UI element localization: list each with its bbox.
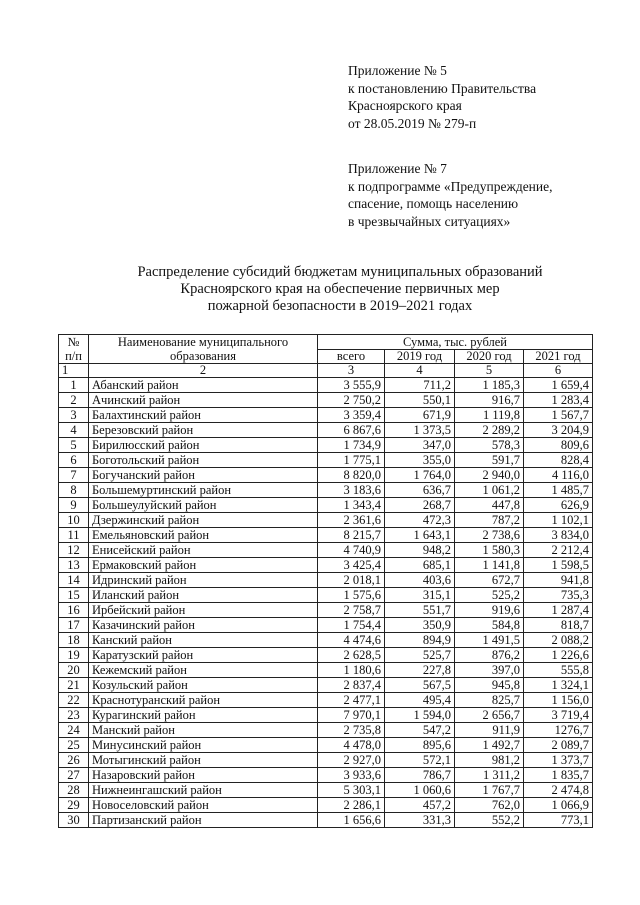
value-2020: 1 119,8 xyxy=(455,408,524,423)
header-2019: 2019 год xyxy=(385,350,455,364)
appendix-5-header xyxy=(348,62,536,132)
value-2021: 2 474,8 xyxy=(524,783,593,798)
title-line: пожарной безопасности в 2019–2021 годах xyxy=(207,298,473,314)
value-2021: 626,9 xyxy=(524,498,593,513)
row-number: 11 xyxy=(59,528,89,543)
table-row xyxy=(59,783,593,798)
table-row xyxy=(59,813,593,828)
total-value: 4 474,6 xyxy=(318,633,385,648)
value-2020: 2 940,0 xyxy=(455,468,524,483)
column-number-row xyxy=(59,364,593,378)
table-row xyxy=(59,423,593,438)
table-row xyxy=(59,483,593,498)
municipality-name: Кежемский район xyxy=(89,663,318,678)
header-name-line2: образования xyxy=(170,349,236,363)
table-body xyxy=(59,378,593,828)
value-2019: 636,7 xyxy=(385,483,455,498)
row-number: 3 xyxy=(59,408,89,423)
total-value: 3 359,4 xyxy=(318,408,385,423)
total-value: 2 927,0 xyxy=(318,753,385,768)
table-row xyxy=(59,633,593,648)
value-2021: 1 373,7 xyxy=(524,753,593,768)
appendix-5-line: к постановлению Правительства xyxy=(348,80,537,96)
value-2019: 457,2 xyxy=(385,798,455,813)
table-row xyxy=(59,498,593,513)
total-value: 1 656,6 xyxy=(318,813,385,828)
value-2020: 578,3 xyxy=(455,438,524,453)
value-2019: 347,0 xyxy=(385,438,455,453)
value-2021: 809,6 xyxy=(524,438,593,453)
value-2020: 1 491,5 xyxy=(455,633,524,648)
table-row xyxy=(59,678,593,693)
value-2021: 828,4 xyxy=(524,453,593,468)
row-number: 14 xyxy=(59,573,89,588)
table-row xyxy=(59,708,593,723)
value-2021: 1 835,7 xyxy=(524,768,593,783)
total-value: 1 734,9 xyxy=(318,438,385,453)
value-2021: 4 116,0 xyxy=(524,468,593,483)
value-2019: 355,0 xyxy=(385,453,455,468)
value-2019: 567,5 xyxy=(385,678,455,693)
table-row xyxy=(59,768,593,783)
total-value: 3 425,4 xyxy=(318,558,385,573)
appendix-7-line: Приложение № 7 xyxy=(348,161,447,176)
row-number: 7 xyxy=(59,468,89,483)
row-number: 20 xyxy=(59,663,89,678)
value-2020: 584,8 xyxy=(455,618,524,633)
value-2020: 2 656,7 xyxy=(455,708,524,723)
value-2020: 1 061,2 xyxy=(455,483,524,498)
appendix-5-line: от 28.05.2019 № 279-п xyxy=(348,115,477,131)
table-row xyxy=(59,528,593,543)
value-2019: 551,7 xyxy=(385,603,455,618)
title-line: Красноярского края на обеспечение первичных мер xyxy=(180,281,500,297)
row-number: 8 xyxy=(59,483,89,498)
total-value: 2 018,1 xyxy=(318,573,385,588)
municipality-name: Курагинский район xyxy=(89,708,318,723)
value-2020: 1 185,3 xyxy=(455,378,524,393)
municipality-name: Ирбейский район xyxy=(89,603,318,618)
header-name xyxy=(89,335,318,364)
municipality-name: Балахтинский район xyxy=(89,408,318,423)
row-number: 2 xyxy=(59,393,89,408)
row-number: 13 xyxy=(59,558,89,573)
row-number: 10 xyxy=(59,513,89,528)
row-number: 16 xyxy=(59,603,89,618)
municipality-name: Минусинский район xyxy=(89,738,318,753)
total-value: 1 754,4 xyxy=(318,618,385,633)
municipality-name: Иланский район xyxy=(89,588,318,603)
row-number: 5 xyxy=(59,438,89,453)
total-value: 2 758,7 xyxy=(318,603,385,618)
row-number: 21 xyxy=(59,678,89,693)
table-row xyxy=(59,558,593,573)
table-row xyxy=(59,798,593,813)
value-2020: 762,0 xyxy=(455,798,524,813)
value-2021: 3 719,4 xyxy=(524,708,593,723)
table-row xyxy=(59,438,593,453)
column-number: 2 xyxy=(89,364,318,378)
municipality-name: Абанский район xyxy=(89,378,318,393)
appendix-7-line: спасение, помощь населению xyxy=(348,196,519,211)
municipality-name: Партизанский район xyxy=(89,813,318,828)
value-2020: 2 289,2 xyxy=(455,423,524,438)
total-value: 8 820,0 xyxy=(318,468,385,483)
municipality-name: Каратузский район xyxy=(89,648,318,663)
municipality-name: Новоселовский район xyxy=(89,798,318,813)
table-row xyxy=(59,693,593,708)
value-2019: 268,7 xyxy=(385,498,455,513)
value-2019: 550,1 xyxy=(385,393,455,408)
value-2021: 2 212,4 xyxy=(524,543,593,558)
value-2020: 1 580,3 xyxy=(455,543,524,558)
value-2020: 876,2 xyxy=(455,648,524,663)
value-2021: 941,8 xyxy=(524,573,593,588)
municipality-name: Большемуртинский район xyxy=(89,483,318,498)
value-2021: 1 283,4 xyxy=(524,393,593,408)
value-2019: 547,2 xyxy=(385,723,455,738)
value-2019: 1 764,0 xyxy=(385,468,455,483)
municipality-name: Большеулуйский район xyxy=(89,498,318,513)
municipality-name: Казачинский район xyxy=(89,618,318,633)
row-number: 29 xyxy=(59,798,89,813)
value-2019: 671,9 xyxy=(385,408,455,423)
table-row xyxy=(59,738,593,753)
total-value: 8 215,7 xyxy=(318,528,385,543)
header-2021: 2021 год xyxy=(524,350,593,364)
title-line: Распределение субсидий бюджетам муниципальных образований xyxy=(137,264,543,280)
value-2021: 773,1 xyxy=(524,813,593,828)
column-number: 3 xyxy=(318,364,385,378)
value-2021: 818,7 xyxy=(524,618,593,633)
total-value: 2 286,1 xyxy=(318,798,385,813)
municipality-name: Боготольский район xyxy=(89,453,318,468)
value-2021: 1 567,7 xyxy=(524,408,593,423)
value-2021: 555,8 xyxy=(524,663,593,678)
total-value: 1 775,1 xyxy=(318,453,385,468)
value-2021: 1 324,1 xyxy=(524,678,593,693)
header-total: всего xyxy=(318,350,385,364)
header-number-line2: п/п xyxy=(65,349,82,363)
total-value: 5 303,1 xyxy=(318,783,385,798)
row-number: 1 xyxy=(59,378,89,393)
value-2021: 1 156,0 xyxy=(524,693,593,708)
table-row xyxy=(59,648,593,663)
column-number: 4 xyxy=(385,364,455,378)
table-row xyxy=(59,663,593,678)
total-value: 2 750,2 xyxy=(318,393,385,408)
total-value: 1 575,6 xyxy=(318,588,385,603)
value-2019: 894,9 xyxy=(385,633,455,648)
column-number: 1 xyxy=(59,364,89,378)
value-2020: 525,2 xyxy=(455,588,524,603)
value-2019: 1 060,6 xyxy=(385,783,455,798)
total-value: 4 478,0 xyxy=(318,738,385,753)
value-2019: 525,7 xyxy=(385,648,455,663)
value-2021: 1 066,9 xyxy=(524,798,593,813)
appendix-7-line: в чрезвычайных ситуациях» xyxy=(348,213,511,229)
value-2020: 1 492,7 xyxy=(455,738,524,753)
value-2021: 3 204,9 xyxy=(524,423,593,438)
value-2020: 447,8 xyxy=(455,498,524,513)
header-name-line1: Наименование муниципального xyxy=(117,335,289,349)
value-2021: 1 659,4 xyxy=(524,378,593,393)
header-sum: Сумма, тыс. рублей xyxy=(318,335,593,350)
value-2019: 350,9 xyxy=(385,618,455,633)
table-row xyxy=(59,753,593,768)
municipality-name: Дзержинский район xyxy=(89,513,318,528)
row-number: 17 xyxy=(59,618,89,633)
value-2019: 227,8 xyxy=(385,663,455,678)
value-2021: 2 089,7 xyxy=(524,738,593,753)
municipality-name: Емельяновский район xyxy=(89,528,318,543)
municipality-name: Нижнеингашский район xyxy=(89,783,318,798)
value-2020: 591,7 xyxy=(455,453,524,468)
total-value: 3 555,9 xyxy=(318,378,385,393)
value-2020: 911,9 xyxy=(455,723,524,738)
total-value: 3 933,6 xyxy=(318,768,385,783)
header-2020: 2020 год xyxy=(455,350,524,364)
total-value: 2 361,6 xyxy=(318,513,385,528)
value-2019: 472,3 xyxy=(385,513,455,528)
value-2020: 1 141,8 xyxy=(455,558,524,573)
row-number: 18 xyxy=(59,633,89,648)
municipality-name: Козульский район xyxy=(89,678,318,693)
row-number: 19 xyxy=(59,648,89,663)
total-value: 6 867,6 xyxy=(318,423,385,438)
appendix-5-line: Приложение № 5 xyxy=(348,63,447,78)
row-number: 24 xyxy=(59,723,89,738)
municipality-name: Канский район xyxy=(89,633,318,648)
value-2020: 552,2 xyxy=(455,813,524,828)
row-number: 27 xyxy=(59,768,89,783)
municipality-name: Ачинский район xyxy=(89,393,318,408)
value-2021: 1 102,1 xyxy=(524,513,593,528)
municipality-name: Краснотуранский район xyxy=(89,693,318,708)
total-value: 1 180,6 xyxy=(318,663,385,678)
value-2020: 825,7 xyxy=(455,693,524,708)
total-value: 7 970,1 xyxy=(318,708,385,723)
header-number xyxy=(59,335,89,364)
total-value: 2 628,5 xyxy=(318,648,385,663)
row-number: 9 xyxy=(59,498,89,513)
table-row xyxy=(59,618,593,633)
table-row xyxy=(59,393,593,408)
row-number: 25 xyxy=(59,738,89,753)
value-2020: 981,2 xyxy=(455,753,524,768)
value-2020: 916,7 xyxy=(455,393,524,408)
subsidy-table xyxy=(58,334,593,828)
value-2019: 895,6 xyxy=(385,738,455,753)
value-2021: 1 226,6 xyxy=(524,648,593,663)
total-value: 2 735,8 xyxy=(318,723,385,738)
table-row xyxy=(59,513,593,528)
value-2019: 1 594,0 xyxy=(385,708,455,723)
table-row xyxy=(59,723,593,738)
value-2020: 672,7 xyxy=(455,573,524,588)
value-2019: 685,1 xyxy=(385,558,455,573)
row-number: 23 xyxy=(59,708,89,723)
value-2021: 1 287,4 xyxy=(524,603,593,618)
value-2019: 1 373,5 xyxy=(385,423,455,438)
table-row xyxy=(59,603,593,618)
value-2021: 1 485,7 xyxy=(524,483,593,498)
value-2019: 495,4 xyxy=(385,693,455,708)
municipality-name: Идринский район xyxy=(89,573,318,588)
municipality-name: Бирилюсский район xyxy=(89,438,318,453)
value-2021: 735,3 xyxy=(524,588,593,603)
row-number: 15 xyxy=(59,588,89,603)
value-2020: 1 767,7 xyxy=(455,783,524,798)
municipality-name: Березовский район xyxy=(89,423,318,438)
table-row xyxy=(59,378,593,393)
total-value: 1 343,4 xyxy=(318,498,385,513)
value-2019: 786,7 xyxy=(385,768,455,783)
value-2019: 403,6 xyxy=(385,573,455,588)
row-number: 22 xyxy=(59,693,89,708)
appendix-7-header xyxy=(348,160,553,230)
document-title xyxy=(60,264,620,315)
row-number: 4 xyxy=(59,423,89,438)
row-number: 26 xyxy=(59,753,89,768)
table-row xyxy=(59,468,593,483)
value-2021: 1 598,5 xyxy=(524,558,593,573)
value-2021: 1276,7 xyxy=(524,723,593,738)
municipality-name: Ермаковский район xyxy=(89,558,318,573)
table-row xyxy=(59,588,593,603)
row-number: 28 xyxy=(59,783,89,798)
municipality-name: Енисейский район xyxy=(89,543,318,558)
value-2020: 2 738,6 xyxy=(455,528,524,543)
municipality-name: Назаровский район xyxy=(89,768,318,783)
value-2021: 3 834,0 xyxy=(524,528,593,543)
row-number: 6 xyxy=(59,453,89,468)
municipality-name: Мотыгинский район xyxy=(89,753,318,768)
value-2020: 919,6 xyxy=(455,603,524,618)
table-row xyxy=(59,408,593,423)
total-value: 3 183,6 xyxy=(318,483,385,498)
value-2019: 331,3 xyxy=(385,813,455,828)
value-2020: 397,0 xyxy=(455,663,524,678)
appendix-5-line: Красноярского края xyxy=(348,98,462,113)
value-2021: 2 088,2 xyxy=(524,633,593,648)
value-2020: 1 311,2 xyxy=(455,768,524,783)
municipality-name: Манский район xyxy=(89,723,318,738)
value-2019: 315,1 xyxy=(385,588,455,603)
header-number-line1: № xyxy=(67,335,80,349)
value-2020: 787,2 xyxy=(455,513,524,528)
value-2020: 945,8 xyxy=(455,678,524,693)
table-row xyxy=(59,543,593,558)
total-value: 2 477,1 xyxy=(318,693,385,708)
row-number: 12 xyxy=(59,543,89,558)
value-2019: 572,1 xyxy=(385,753,455,768)
total-value: 4 740,9 xyxy=(318,543,385,558)
table-row xyxy=(59,453,593,468)
municipality-name: Богучанский район xyxy=(89,468,318,483)
value-2019: 711,2 xyxy=(385,378,455,393)
column-number: 5 xyxy=(455,364,524,378)
appendix-7-line: к подпрограмме «Предупреждение, xyxy=(348,178,553,194)
value-2019: 948,2 xyxy=(385,543,455,558)
table-row xyxy=(59,573,593,588)
column-number: 6 xyxy=(524,364,593,378)
row-number: 30 xyxy=(59,813,89,828)
total-value: 2 837,4 xyxy=(318,678,385,693)
value-2019: 1 643,1 xyxy=(385,528,455,543)
